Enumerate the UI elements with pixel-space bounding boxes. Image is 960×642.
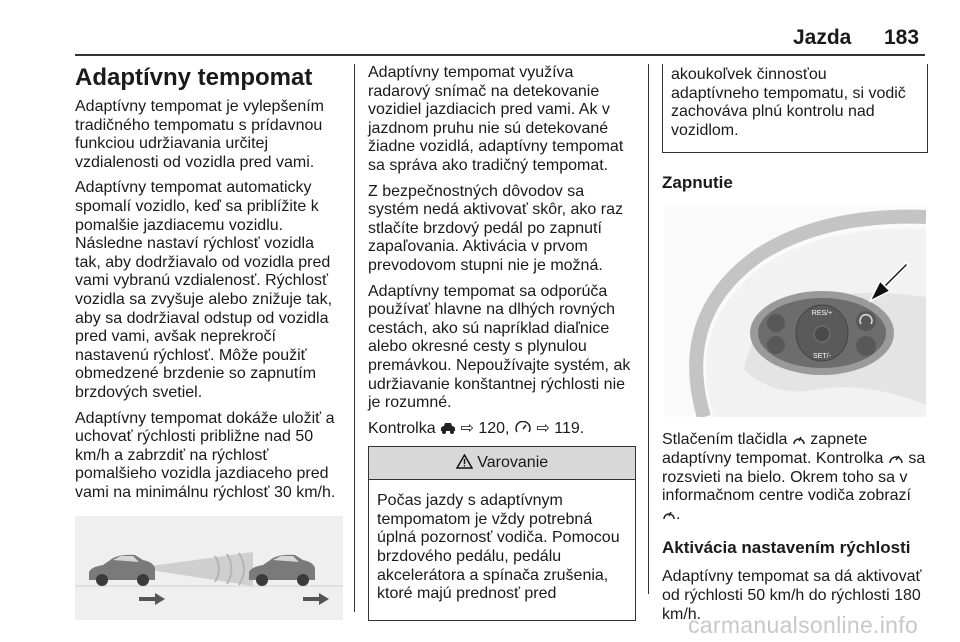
paragraph: Adaptívny tempomat je vylepšením tradičného tempomatu s prídavnou funkciou udržiavania určitej vzdialenosti od vozidla pred vami. <box>75 98 325 171</box>
paragraph: Adaptívny tempomat automaticky spomalí vozidlo, keď sa priblížite k pomalšie jazdiacemu vozidlu. Následne nastaví rýchlosť vozidla tak, aby dodržiavalo od vozidla pred vami vybranú vzdialenosť. Rýchlosť vozidla sa zvyšuje alebo znižuje tak, aby sa dodržiaval odstup od vozidla pred vami, avšak neprekročí nastavenú rýchlosť. Môže použiť obmedzené brzdenie so zapnutím brzdových svetiel. <box>75 179 333 401</box>
column-1 <box>75 64 343 620</box>
res-label: RES/+ <box>811 310 833 318</box>
watermark: carmanualsonline.info <box>688 612 919 638</box>
paragraph: Stlačením tlačidla zapnete adaptívny tempomat. Kontrolka sa rozsvieti na bielo. Okrem toho sa v informačnom centre vodiča zobrazí . <box>662 431 926 523</box>
acc-button-icon <box>792 434 806 446</box>
paragraph: Z bezpečnostných dôvodov sa systém nedá aktivovať skôr, ako raz stlačíte brzdový pedál po zapnutí zapaľovania. Aktivácia v prvom prevodovom stupni nie je možná. <box>368 182 623 274</box>
page-number: 183 <box>884 26 920 49</box>
section-heading: Adaptívny tempomat <box>75 64 313 91</box>
paragraph: Adaptívny tempomat využíva radarový snímač na detekovanie vozidiel jazdiacich pred vami. Ak v jazdnom pruhu nie sú detekované žiadne vozidlá, adaptívny tempomat sa správa ako tradičný tempomat. <box>368 64 624 174</box>
warning-title: Varovanie <box>477 454 549 472</box>
page-ref-arrow-icon: ⇨ <box>536 419 550 437</box>
warning-box <box>368 446 636 621</box>
column-divider-2 <box>648 64 649 594</box>
subheading-zapnutie: Zapnutie <box>662 173 733 193</box>
paragraph: Adaptívny tempomat dokáže uložiť a uchovať rýchlosti približne nad 50 km/h a zabrzdiť na rýchlosť pomalšieho vozidla jazdiaceho pred vami na minimálnu rýchlosť 30 km/h. <box>75 409 336 501</box>
steering-wheel-controls-illustration <box>664 205 926 417</box>
warning-header <box>369 447 635 480</box>
running-header-section: Jazda <box>793 26 852 49</box>
page-ref-arrow-icon: ⇨ <box>460 419 474 437</box>
column-3 <box>662 64 928 631</box>
set-label: SET/- <box>813 353 831 361</box>
warning-box-continued: akoukoľvek činnosťou adaptívneho tempomatu, si vodič zachováva plnú kontrolu nad vozidlom. <box>662 64 928 153</box>
indicator-reference: Kontrolka ⇨ 120, ⇨ 119. <box>368 419 585 437</box>
warning-triangle-icon <box>456 454 473 469</box>
header-rule <box>75 54 925 56</box>
subheading-activation: Aktivácia nastavením rýchlosti <box>662 538 911 558</box>
acc-symbol-icon <box>662 509 676 521</box>
paragraph: Adaptívny tempomat sa dá aktivovať od rýchlosti 50 km/h do rýchlosti 180 km/h. <box>662 568 922 623</box>
adaptive-cruise-indicator-icon <box>514 421 532 435</box>
warning-text: Počas jazdy s adaptívnym tempomatom je vždy potrebná úplná pozornosť vodiča. Pomocou brzdového pedálu, pedálu akcelerátora a spínača zrušenia, ktoré majú prednosť pred <box>377 492 620 603</box>
acc-distance-illustration <box>75 516 343 620</box>
column-divider-1 <box>354 64 355 612</box>
adaptive-cruise-indicator-icon <box>888 452 904 465</box>
column-2 <box>368 64 636 621</box>
car-indicator-icon <box>440 422 456 435</box>
paragraph: Adaptívny tempomat sa odporúča používať hlavne na dlhých rovných cestách, ako sú napríklad diaľnice alebo okresné cesty s plynulou premávkou. Nepoužívajte systém, ak udržiavanie konštantnej rýchlosti nie je rozumné. <box>368 282 631 412</box>
